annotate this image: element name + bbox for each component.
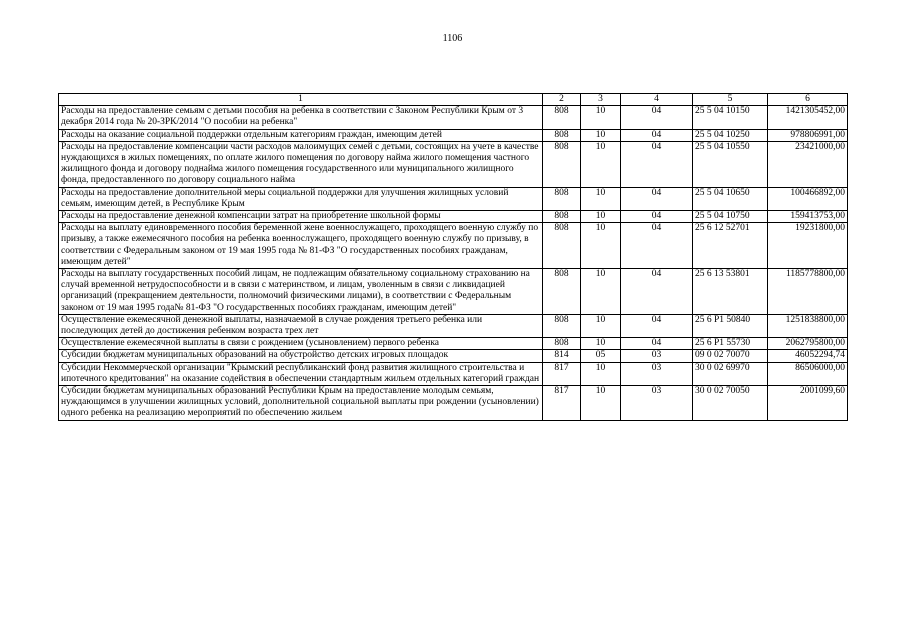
row-col-5: 30 0 02 69970 [693, 362, 768, 385]
row-col-2: 808 [543, 211, 581, 223]
header-col-1: 1 [59, 94, 543, 106]
row-amount: 86506000,00 [768, 362, 848, 385]
row-col-4: 04 [621, 106, 693, 129]
row-col-3: 10 [581, 362, 621, 385]
row-col-2: 808 [543, 106, 581, 129]
row-col-4: 03 [621, 350, 693, 362]
row-col-4: 04 [621, 338, 693, 350]
row-col-3: 10 [581, 386, 621, 421]
budget-table [58, 93, 848, 421]
header-col-3: 3 [581, 94, 621, 106]
row-description: Субсидии бюджетам муниципальных образований на обустройство детских игровых площадок [59, 350, 543, 362]
row-col-4: 04 [621, 269, 693, 315]
table-row [59, 187, 848, 210]
row-col-2: 808 [543, 223, 581, 269]
table-row [59, 338, 848, 350]
row-amount: 46052294,74 [768, 350, 848, 362]
row-amount: 2062795800,00 [768, 338, 848, 350]
row-col-5: 09 0 02 70070 [693, 350, 768, 362]
row-col-4: 03 [621, 362, 693, 385]
row-description: Субсидии Некоммерческой организации "Крымский республиканский фонд развития жилищного строительства и ипотечного кредитования" на оказание содействия в обеспечении стандартным жильем отдельных категорий граждан [59, 362, 543, 385]
page-number: 1106 [442, 33, 463, 44]
header-col-4: 4 [621, 94, 693, 106]
row-col-4: 04 [621, 129, 693, 141]
table-row [59, 106, 848, 129]
table-row [59, 314, 848, 337]
row-col-3: 10 [581, 314, 621, 337]
row-amount: 100466892,00 [768, 187, 848, 210]
row-col-2: 808 [543, 187, 581, 210]
row-description: Осуществление ежемесячной выплаты в связи с рождением (усыновлением) первого ребенка [59, 338, 543, 350]
table-row [59, 350, 848, 362]
header-col-2: 2 [543, 94, 581, 106]
row-col-5: 25 5 04 10750 [693, 211, 768, 223]
table-row [59, 129, 848, 141]
row-col-2: 817 [543, 362, 581, 385]
table-row [59, 269, 848, 315]
row-col-4: 04 [621, 211, 693, 223]
table-row [59, 211, 848, 223]
table-header-row [59, 94, 848, 106]
row-col-5: 25 6 12 52701 [693, 223, 768, 269]
row-col-4: 04 [621, 314, 693, 337]
row-amount: 1185778800,00 [768, 269, 848, 315]
row-description: Расходы на предоставление компенсации части расходов малоимущих семей с детьми, состоящих на учете в качестве нуждающихся в жилых помещениях, по оплате жилого помещения по договору найма жилого помещения частного жилищного фонда и договору поднайма жилого помещения государственного или муниципального жилищного фонда, предоставленного по договору социального найма [59, 141, 543, 187]
table-row [59, 141, 848, 187]
row-description: Расходы на предоставление семьям с детьми пособия на ребенка в соответствии с Законом Республики Крым от 3 декабря 2014 года № 20-ЗРК/2014 "О пособии на ребенка" [59, 106, 543, 129]
row-col-4: 04 [621, 187, 693, 210]
row-col-3: 10 [581, 141, 621, 187]
row-col-3: 10 [581, 338, 621, 350]
row-col-5: 25 5 04 10550 [693, 141, 768, 187]
row-amount: 2001099,60 [768, 386, 848, 421]
row-amount: 978806991,00 [768, 129, 848, 141]
table-row [59, 386, 848, 421]
row-col-2: 808 [543, 269, 581, 315]
row-col-5: 25 5 04 10250 [693, 129, 768, 141]
row-amount: 19231800,00 [768, 223, 848, 269]
row-col-3: 10 [581, 129, 621, 141]
row-col-5: 25 6 13 53801 [693, 269, 768, 315]
row-col-3: 10 [581, 211, 621, 223]
table-row [59, 362, 848, 385]
row-col-3: 05 [581, 350, 621, 362]
row-col-4: 03 [621, 386, 693, 421]
row-col-2: 808 [543, 314, 581, 337]
row-col-5: 25 6 P1 50840 [693, 314, 768, 337]
row-col-5: 30 0 02 70050 [693, 386, 768, 421]
row-col-5: 25 5 04 10650 [693, 187, 768, 210]
row-amount: 1421305452,00 [768, 106, 848, 129]
row-col-3: 10 [581, 223, 621, 269]
row-col-2: 817 [543, 386, 581, 421]
header-col-5: 5 [693, 94, 768, 106]
header-col-6: 6 [768, 94, 848, 106]
row-description: Расходы на предоставление дополнительной меры социальной поддержки для улучшения жилищных условий семьям, имеющим детей, в Республике Крым [59, 187, 543, 210]
row-col-3: 10 [581, 269, 621, 315]
row-description: Расходы на выплату государственных пособий лицам, не подлежащим обязательному социальному страхованию на случай временной нетрудоспособности и в связи с материнством, и лицам, уволенным в связи с ликвидацией организаций (прекращением деятельности, полномочий физическими лицами), в соответствии с Федеральным законом от 19 мая 1995 года№ 81-ФЗ "О государственных пособиях гражданам, имеющим детей" [59, 269, 543, 315]
row-col-2: 808 [543, 141, 581, 187]
row-description: Субсидии бюджетам муниципальных образований Республики Крым на предоставление молодым семьям, нуждающимся в улучшении жилищных условий, дополнительной социальной выплаты при рождении (усыновлении) одного ребенка на реализацию мероприятий по обеспечению жильем [59, 386, 543, 421]
row-col-2: 808 [543, 338, 581, 350]
row-description: Осуществление ежемесячной денежной выплаты, назначаемой в случае рождения третьего ребенка или последующих детей до достижения ребенком возраста трех лет [59, 314, 543, 337]
row-amount: 1251838800,00 [768, 314, 848, 337]
row-col-4: 04 [621, 141, 693, 187]
row-col-5: 25 5 04 10150 [693, 106, 768, 129]
row-col-3: 10 [581, 106, 621, 129]
row-col-2: 808 [543, 129, 581, 141]
row-amount: 159413753,00 [768, 211, 848, 223]
row-col-3: 10 [581, 187, 621, 210]
row-amount: 23421000,00 [768, 141, 848, 187]
table-row [59, 223, 848, 269]
row-description: Расходы на выплату единовременного пособия беременной жене военнослужащего, проходящего военную службу по призыву, а также ежемесячного пособия на ребенка военнослужащего, проходящего военную службу по призыву, в соответствии с Федеральным законом от 19 мая 1995 года № 81-ФЗ "О государственных пособиях гражданам, имеющим детей" [59, 223, 543, 269]
row-col-2: 814 [543, 350, 581, 362]
row-description: Расходы на оказание социальной поддержки отдельным категориям граждан, имеющим детей [59, 129, 543, 141]
row-col-5: 25 6 P1 55730 [693, 338, 768, 350]
row-col-4: 04 [621, 223, 693, 269]
row-description: Расходы на предоставление денежной компенсации затрат на приобретение школьной формы [59, 211, 543, 223]
